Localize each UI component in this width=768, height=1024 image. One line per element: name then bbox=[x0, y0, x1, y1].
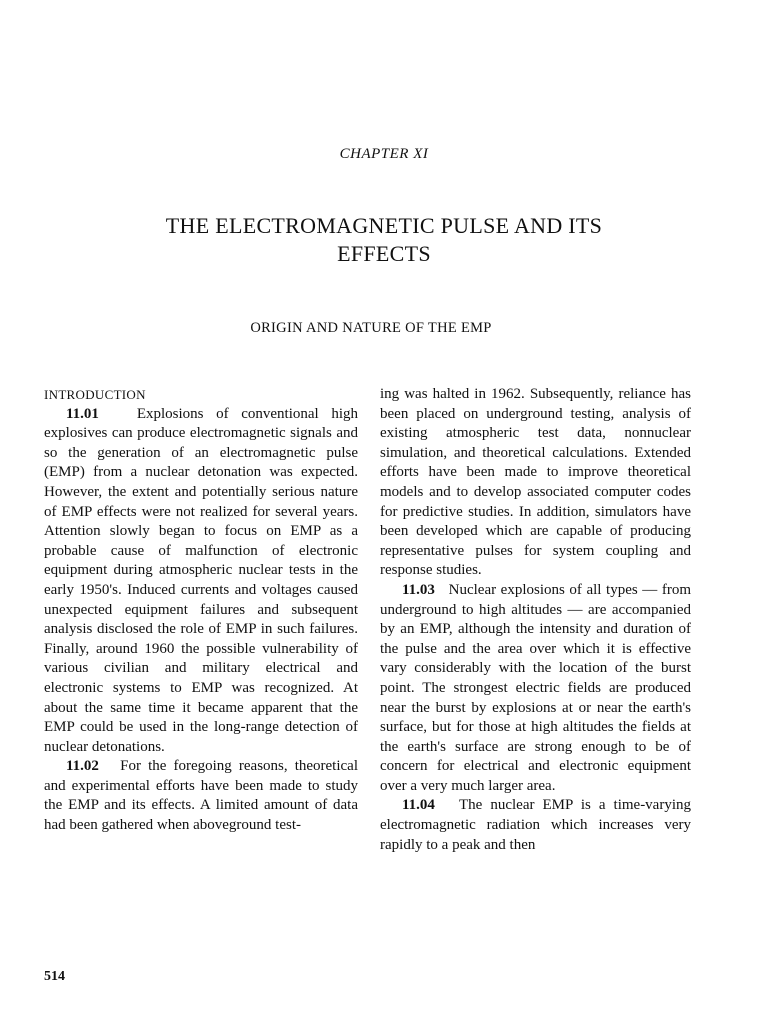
right-column bbox=[380, 385, 691, 855]
paragraph-11-02 bbox=[44, 757, 358, 835]
chapter-title-line-2: EFFECTS bbox=[337, 241, 431, 266]
paragraph-text: The nuclear EMP is a time-varying electromagnetic radiation which increases very rapidly to a peak and then bbox=[380, 797, 692, 853]
paragraph-text: Explosions of conventional high explosives can produce electromagnetic signals and so the generation of an electromagnetic pulse (EMP) from a nuclear detonation was expected. However, the extent and potentially serious nature of EMP effects were not realized for several years. Attention slowly began to focus on EMP as a probable cause of malfunction of electronic equipment during atmospheric nuclear tests in the early 1950's. Induced currents and voltages caused unexpected equipment failures and subsequent analysis disclosed the role of EMP in such failures. Finally, around 1960 the possible vulnerability of various civilian and military electrical and electronic systems to EMP was recognized. At about the same time it became apparent that the EMP could be used in the long-range detection of nuclear detonations. bbox=[44, 405, 358, 755]
page-number: 514 bbox=[44, 969, 65, 984]
paragraph-11-01 bbox=[44, 405, 358, 758]
paragraph-11-04 bbox=[380, 796, 691, 855]
chapter-label: CHAPTER XI bbox=[339, 146, 429, 162]
paragraph-number: 11.04 bbox=[402, 797, 435, 814]
paragraph-11-03 bbox=[380, 581, 691, 797]
chapter-title-line-1: THE ELECTROMAGNETIC PULSE AND ITS bbox=[165, 213, 603, 238]
paragraph-11-02-continued: ing was halted in 1962. Subsequently, reliance has been placed on underground testing, analysis of existing atmospheric test data, nonnuclear simulation, and theoretical calculations. Extended efforts have been made to improve theoretical models and to develop associated computer codes for predictive studies. In addition, simulators have been developed which are capable of producing representative pulses for system coupling and response studies. bbox=[380, 386, 691, 579]
paragraph-text: Nuclear explosions of all types — from underground to high altitudes — are accompanied by an EMP, although the intensity and duration of the pulse and the area over which it is effective vary considerably with the location of the burst point. The strongest electric fields are produced near the burst by explosions at or near the earth's surface, but for those at high altitudes the fields at the earth's surface are strong enough to be of concern for electrical and electronic equipment over a very much larger area. bbox=[380, 581, 691, 794]
left-column bbox=[44, 385, 358, 836]
subheading-introduction: INTRODUCTION bbox=[44, 387, 146, 402]
paragraph-number: 11.01 bbox=[66, 405, 99, 422]
paragraph-number: 11.03 bbox=[402, 581, 435, 598]
paragraph-text: For the foregoing reasons, theoretical and experimental efforts have been made to study the EMP and its effects. A limited amount of data had been gathered when aboveground test- bbox=[44, 758, 358, 834]
section-heading: ORIGIN AND NATURE OF THE EMP bbox=[250, 320, 492, 336]
paragraph-number: 11.02 bbox=[66, 758, 99, 775]
chapter-title bbox=[60, 212, 708, 268]
